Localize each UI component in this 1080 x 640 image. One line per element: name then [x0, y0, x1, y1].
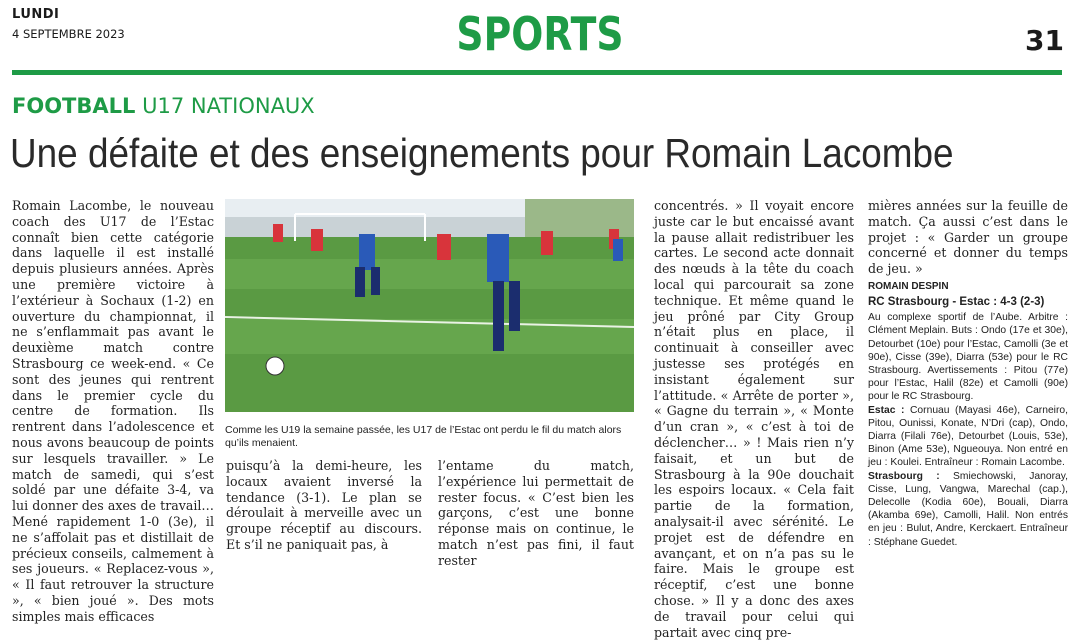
strasbourg-label: Strasbourg :	[868, 470, 940, 482]
article-column-5	[868, 198, 1068, 295]
article-text: mières années sur la feuille de match. Ça aussi c’est dans le projet : « Garder un groupe concerné et donner du temps de jeu. »	[868, 198, 1068, 277]
match-results	[868, 296, 1068, 549]
byline: ROMAIN DESPIN	[868, 280, 949, 292]
estac-lineup: Cornuau (Mayasi 46e), Carneiro, Pitou, Ounissi, Konate, N’Dri (cap), Ondo, Diarra (Filali 76e), Detourbet (Louis, 53e), Binon (Ame 53e), Ngueouya. Non entré en jeu : Koulei. Entraîneur : Romain Lacombe.	[868, 404, 1068, 469]
article-column-2	[226, 458, 422, 553]
article-text: puisqu’à la demi-heure, les locaux avaient inversé la tendance (3-1). Le plan se déroulait à merveille avec un groupe réceptif au discours. Et s’il ne paniquait pas, à	[226, 458, 422, 552]
kicker-sport: FOOTBALL	[12, 94, 136, 118]
article-text: l’entame du match, l’expérience lui permettait de rester focus. « C’est bien les garçons, c’est une bonne réponse mais on continue, le match n’est pas fini, il faut rester	[438, 458, 634, 568]
page-number: 31	[1025, 24, 1064, 57]
article-column-1	[12, 198, 214, 625]
article-text: concentrés. » Il voyait encore juste car le but encaissé avant la pause allait redistribuer les cartes. Le second acte donnait des nœuds à la tête du coach local qui parcourait sa zone technique. Et même quand le jeu prôné par City Group n’était plus en place, il continuait à conseiller avec justesse ses protégés en insistant également sur l’attitude. « Arrête de porter », « Gagne du terrain », « Monte d’un cran », « c’est à toi de déclencher… » ! Mais rien n’y faisait, et un but de Strasbourg à la 90e douchait les espoirs locaux. « Cela fait partie de la formation, analysait-il avec sérénité. Le projet est de défendre en avançant, et on n’a pas su le faire. Mais le groupe est réceptif, c’est une bonne chose. » Il y a donc des axes de travail pour celui qui partait avec cinq pre-	[654, 198, 854, 640]
article-column-4	[654, 198, 854, 640]
headline: Une défaite et des enseignements pour Romain Lacombe	[10, 130, 954, 176]
day-label: LUNDI	[12, 7, 60, 22]
strasbourg-lineup: Smiechowski, Janoray, Cisse, Lung, Vangwa, Marechal (cap.), Delecolle (Kodia 60e), Bouali, Diarra (Akamba 69e), Camolli, Halil. Non entrés en jeu : Bulut, Andre, Kerckaert. Entraîneur : Stéphane Guedet.	[868, 470, 1068, 548]
date-label: 4 SEPTEMBRE 2023	[12, 27, 125, 41]
kicker	[12, 94, 315, 118]
estac-label: Estac :	[868, 404, 905, 416]
header-rule	[12, 70, 1062, 75]
section-title: SPORTS	[456, 7, 624, 61]
photo-caption: Comme les U19 la semaine passée, les U17 de l’Estac ont perdu le fil du match alors qu’ils menaient.	[225, 424, 622, 449]
kicker-category: U17 NATIONAUX	[142, 94, 315, 118]
results-title: RC Strasbourg - Estac : 4-3 (2-3)	[868, 296, 1045, 308]
results-details: Au complexe sportif de l’Aube. Arbitre : Clément Meplain. Buts : Ondo (17e et 30e), Detourbet (10e) pour l’Estac, Camolli (3e et 90e), Cisse (39e), Diarra (53e) pour le RC Strasbourg. Avertissements : Pitou (77e) pour l’Estac, Halil (82e) et Camolli (90e) pour le RC Strasbourg.	[868, 312, 1068, 403]
match-photo	[225, 199, 634, 412]
estac-lineup-para	[868, 404, 1068, 470]
article-text: Romain Lacombe, le nouveau coach des U17 de l’Estac connaît bien cette catégorie dans laquelle il est installé depuis plusieurs années. Après une première victoire à l’extérieur à Sochaux (1-2) en ouverture du championnat, il ne s’enflammait pas avant le deuxième match contre Strasbourg ce week-end. « Ce sont des jeunes qui rentrent dans le premier cycle du centre de formation. Ils rentrent dans l’adolescence et nous avons beaucoup de points sur lesquels travailler. » Le match de samedi, qui s’est soldé par une défaite 3-4, va lui donner des axes de travail… Mené rapidement 1-0 (3e), il ne s’affolait pas et distillait de précieux conseils, calmement à ses joueurs. « Replacez-vous », « Il faut retrouver la structure », « bien joué ». Des mots simples mais efficaces	[12, 198, 214, 624]
football-photo-illustration	[225, 199, 634, 412]
article-column-3	[438, 458, 634, 569]
